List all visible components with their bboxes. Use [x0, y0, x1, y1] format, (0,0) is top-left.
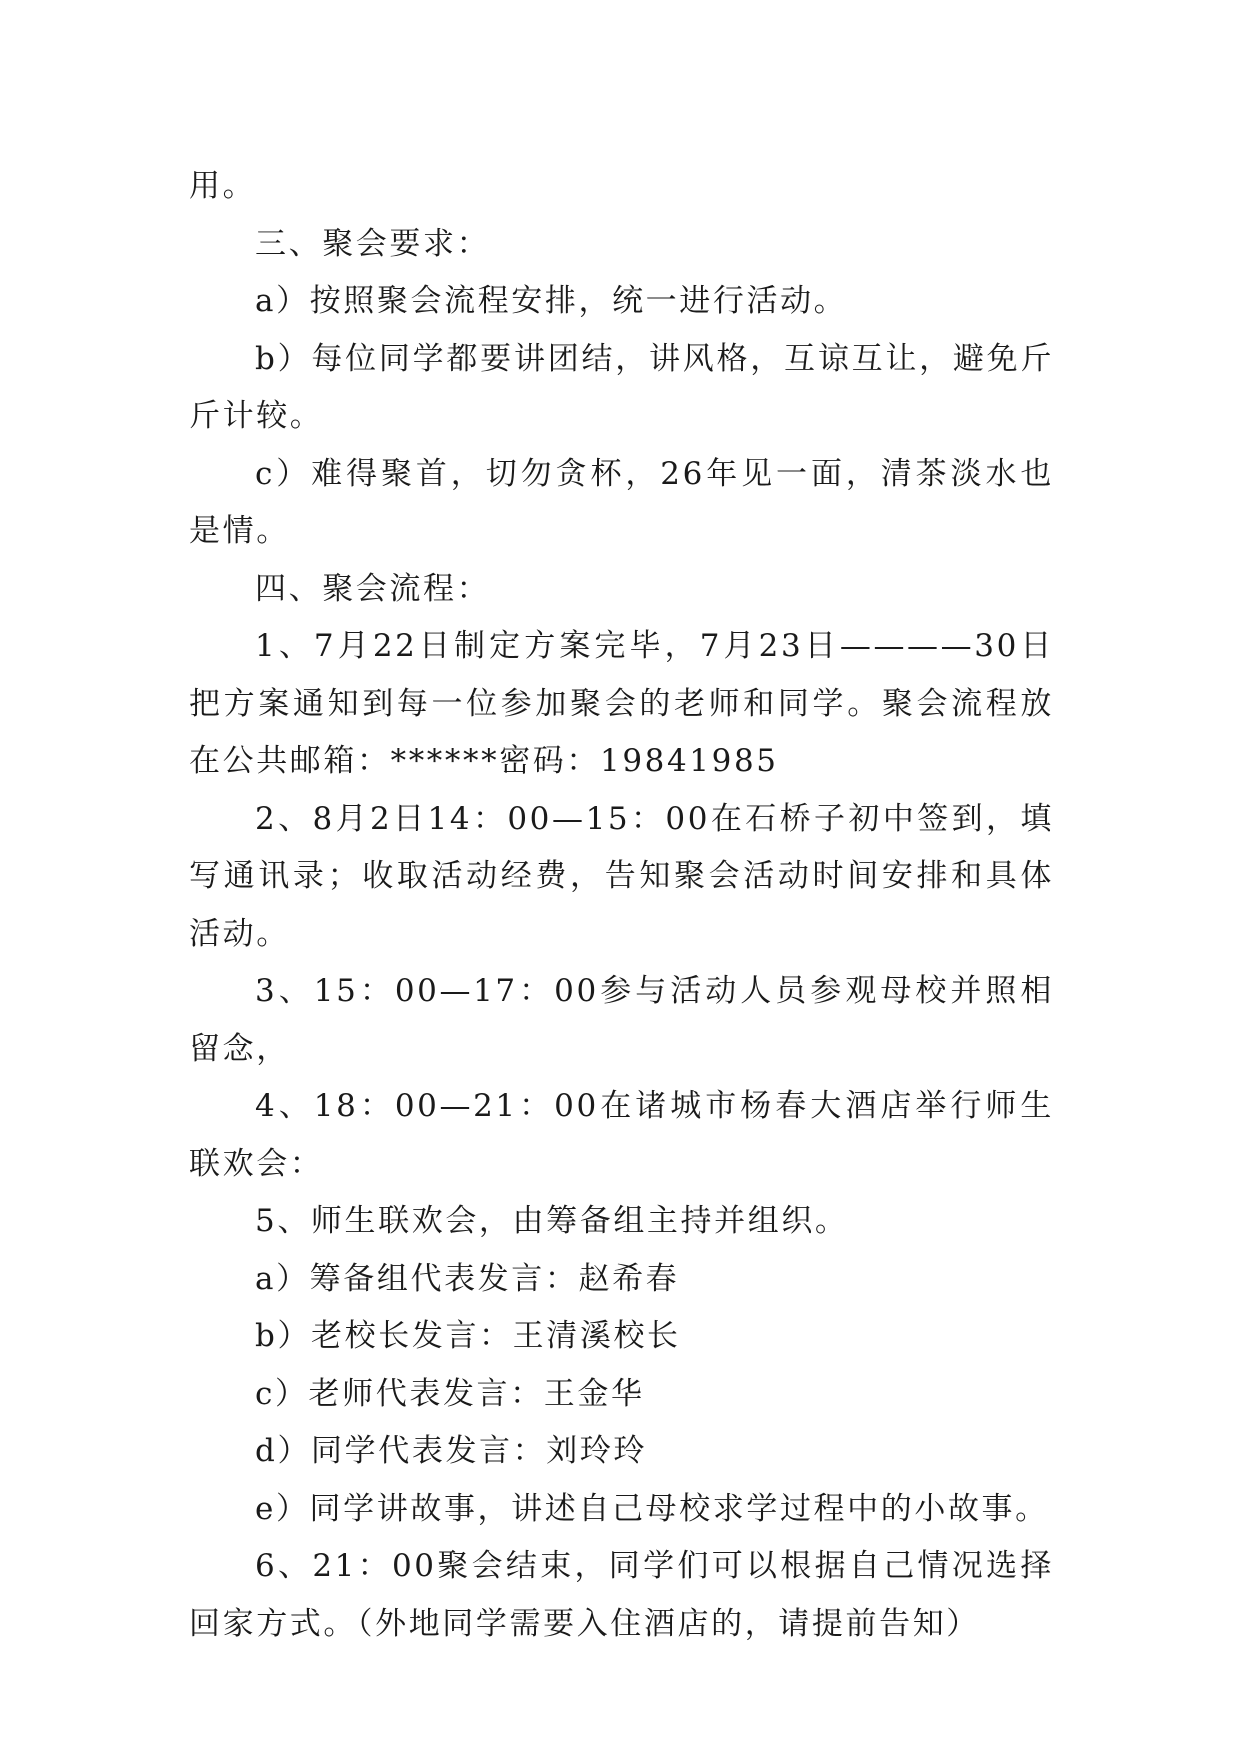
process-item-4: 4、18：00—21：00在诸城市杨春大酒店举行师生联欢会：: [189, 1088, 1054, 1182]
paragraph-continuation: 用。: [189, 168, 257, 204]
speaker-item-c: c）老师代表发言：王金华: [255, 1375, 645, 1412]
requirement-item-b: b）每位同学都要讲团结，讲风格，互谅互让，避免斤斤计较。: [189, 340, 1054, 434]
section-heading-process: 四、聚会流程：: [255, 570, 491, 607]
process-item-3: 3、15：00—17：00参与活动人员参观母校并照相留念，: [189, 973, 1054, 1067]
section-heading-requirements: 三、聚会要求：: [255, 225, 491, 262]
process-item-6: 6、21：00聚会结束，同学们可以根据自己情况选择回家方式。（外地同学需要入住酒店的，请提前告知）: [189, 1548, 1054, 1642]
speaker-item-a: a）筹备组代表发言：赵希春: [255, 1260, 680, 1297]
process-item-5: 5、师生联欢会，由筹备组主持并组织。: [255, 1203, 849, 1239]
document-body: [189, 158, 1054, 1653]
speaker-item-d: d）同学代表发言：刘玲玲: [255, 1433, 648, 1469]
speaker-item-e: e）同学讲故事，讲述自己母校求学过程中的小故事。: [255, 1490, 1049, 1527]
process-item-2: 2、8月2日14：00—15：00在石桥子初中签到，填写通讯录；收取活动经费，告知聚会活动时间安排和具体活动。: [189, 800, 1054, 952]
requirement-item-c: c）难得聚首，切勿贪杯，26年见一面，清茶淡水也是情。: [189, 455, 1054, 549]
speaker-item-b: b）老校长发言：王清溪校长: [255, 1318, 681, 1354]
requirement-item-a: a）按照聚会流程安排，统一进行活动。: [255, 283, 848, 319]
process-item-1: 1、7月22日制定方案完毕，7月23日————30日把方案通知到每一位参加聚会的老师和同学。聚会流程放在公共邮箱：******密码：19841985: [189, 628, 1054, 779]
